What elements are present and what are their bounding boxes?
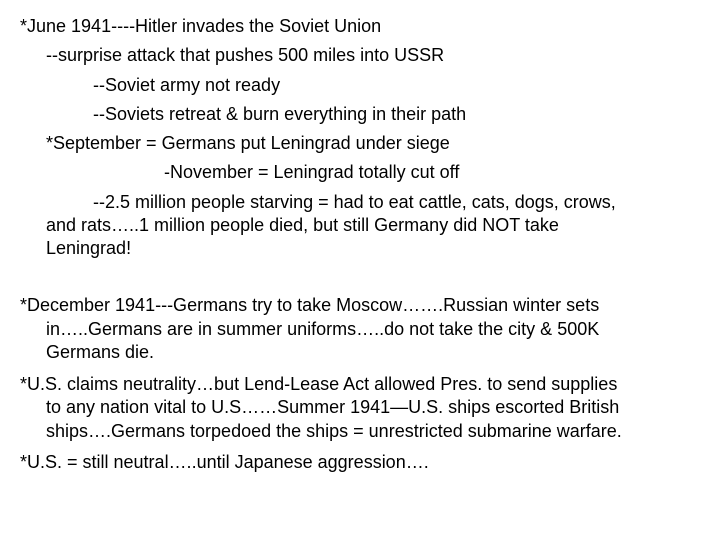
- text-line-leningrad: Leningrad!: [46, 238, 132, 258]
- text-line-surprise-attack: --surprise attack that pushes 500 miles into USSR: [46, 45, 445, 65]
- text-line-rats: and rats…..1 million people died, but still Germany did NOT take: [46, 215, 559, 235]
- text-line-torpedoed: ships….Germans torpedoed the ships = unrestricted submarine warfare.: [46, 421, 622, 441]
- text-line-germans-die: Germans die.: [46, 342, 155, 362]
- text-line-summer-uniforms: in…..Germans are in summer uniforms…..do not take the city & 500K: [46, 319, 600, 339]
- text-line-still-neutral: *U.S. = still neutral…..until Japanese aggression….: [20, 452, 429, 472]
- text-line-starving: --2.5 million people starving = had to eat cattle, cats, dogs, crows,: [93, 192, 616, 212]
- text-line-lend-lease: to any nation vital to U.S……Summer 1941—U.S. ships escorted British: [46, 397, 620, 417]
- text-line-december-1941: *December 1941---Germans try to take Moscow…….Russian winter sets: [20, 295, 600, 315]
- text-line-june-1941: *June 1941----Hitler invades the Soviet Union: [20, 16, 382, 36]
- text-line-us-neutrality: *U.S. claims neutrality…but Lend-Lease Act allowed Pres. to send supplies: [20, 374, 618, 394]
- text-line-soviets-retreat: --Soviets retreat & burn everything in their path: [93, 104, 467, 124]
- text-line-army-not-ready: --Soviet army not ready: [93, 75, 281, 95]
- text-line-september: *September = Germans put Leningrad under siege: [46, 133, 450, 153]
- text-line-november: -November = Leningrad totally cut off: [164, 162, 460, 182]
